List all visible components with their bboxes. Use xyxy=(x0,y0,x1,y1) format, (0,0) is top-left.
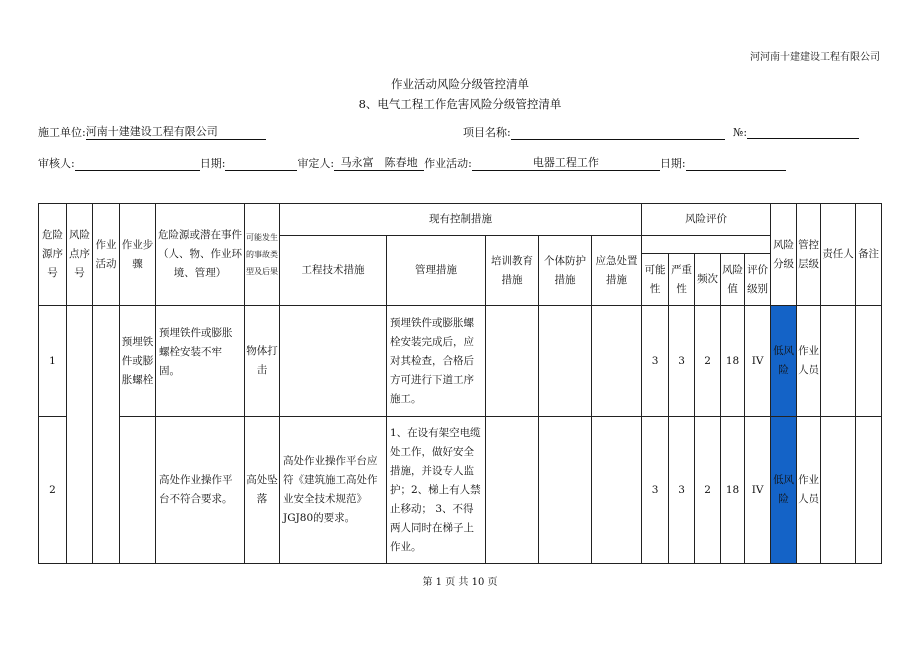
row1-level: IV xyxy=(745,306,771,417)
header-severity: 严重性 xyxy=(669,254,695,306)
row1-risk-value: 18 xyxy=(721,306,745,417)
row1-step: 预埋铁件或膨胀螺栓 xyxy=(120,306,156,417)
unit-value: 河南十建建设工程有限公司 xyxy=(86,125,266,140)
table-row xyxy=(39,306,882,417)
row2-training xyxy=(486,417,539,564)
project-value xyxy=(511,125,725,140)
document-title: 作业活动风险分级管控清单 xyxy=(391,77,529,91)
header-point-no: 风险点序号 xyxy=(67,204,93,306)
activity-label: 作业活动: xyxy=(424,157,472,170)
number-value xyxy=(747,124,859,139)
reviewer-row xyxy=(38,155,786,171)
table-row xyxy=(39,417,882,564)
company-header: 河河南十建建设工程有限公司 xyxy=(750,52,880,63)
row1-hazard: 预埋铁件或膨胀螺栓安装不牢固。 xyxy=(156,306,245,417)
row1-no: 1 xyxy=(39,306,67,417)
activity-value: 电器工程工作 xyxy=(472,156,660,171)
row2-tech: 高处作业操作平台应符《建筑施工高处作业安全技术规范》JGJ80的要求。 xyxy=(280,417,387,564)
row2-grade: 低风险 xyxy=(771,417,797,564)
row1-tech xyxy=(280,306,387,417)
row2-no: 2 xyxy=(39,417,67,564)
header-activity: 作业活动 xyxy=(93,204,120,306)
row1-grade: 低风险 xyxy=(771,306,797,417)
row2-ctrl: 作业人员 xyxy=(797,417,821,564)
row2-ppe xyxy=(539,417,592,564)
row1-accident: 物体打击 xyxy=(245,306,280,417)
row-activity xyxy=(93,306,120,564)
header-eval-level: 评价级别 xyxy=(745,254,771,306)
reviewer-label: 审核人: xyxy=(38,157,75,170)
header-remark: 备注 xyxy=(856,204,882,306)
unit-label: 施工单位: xyxy=(38,126,86,139)
header-step: 作业步骤 xyxy=(120,204,156,306)
header-accident: 可能发生的事故类型及后果 xyxy=(245,204,280,306)
header-likelihood: 可能性 xyxy=(642,254,669,306)
row2-emergency xyxy=(592,417,642,564)
row1-ppe xyxy=(539,306,592,417)
header-eval: 风险评价 xyxy=(642,204,771,236)
date2-value xyxy=(686,156,786,171)
row1-severity: 3 xyxy=(669,306,695,417)
row2-risk-value: 18 xyxy=(721,417,745,564)
header-hazard: 危险源或潜在事件（人、物、作业环境、管理） xyxy=(156,204,245,306)
row1-mgmt: 预埋铁件或膨胀螺栓安装完成后，应对其检查，合格后方可进行下道工序施工。 xyxy=(387,306,486,417)
header-mgmt: 管理措施 xyxy=(387,236,486,306)
header-controls: 现有控制措施 xyxy=(280,204,642,236)
unit-row xyxy=(38,124,266,140)
header-training: 培训教育措施 xyxy=(486,236,539,306)
project-label: 项目名称: xyxy=(463,126,511,139)
approver-label: 审定人: xyxy=(297,157,335,170)
header-owner: 责任人 xyxy=(821,204,856,306)
header-risk-grade: 风险分级 xyxy=(771,204,797,306)
row2-severity: 3 xyxy=(669,417,695,564)
header-ctrl-level: 管控层级 xyxy=(797,204,821,306)
risk-table xyxy=(38,203,882,564)
row1-ctrl: 作业人员 xyxy=(797,306,821,417)
approver-value: 马永富 陈春地 xyxy=(334,156,424,171)
header-frequency: 频次 xyxy=(695,254,721,306)
number-row xyxy=(733,124,859,139)
document-subtitle: 8、电气工程工作危害风险分级管控清单 xyxy=(358,97,562,111)
row2-accident: 高处坠落 xyxy=(245,417,280,564)
header-tech: 工程技术措施 xyxy=(280,236,387,306)
row2-mgmt: 1、在设有架空电缆处工作，做好安全措施，并设专人监护；2、梯上有人禁止移动； 3、不得两人同时在梯子上作业。 xyxy=(387,417,486,564)
date2-label: 日期: xyxy=(659,157,686,170)
row2-frequency: 2 xyxy=(695,417,721,564)
number-label: №: xyxy=(733,126,748,139)
row1-owner xyxy=(821,306,856,417)
row2-owner xyxy=(821,417,856,564)
row2-level: IV xyxy=(745,417,771,564)
row1-emergency xyxy=(592,306,642,417)
row1-remark xyxy=(856,306,882,417)
header-eval-spacer xyxy=(642,236,771,254)
header-emergency: 应急处置措施 xyxy=(592,236,642,306)
header-risk-value: 风险值 xyxy=(721,254,745,306)
row-point-no xyxy=(67,306,93,564)
row2-remark xyxy=(856,417,882,564)
row1-likelihood: 3 xyxy=(642,306,669,417)
header-source-no: 危险源序号 xyxy=(39,204,67,306)
reviewer-value xyxy=(75,156,200,171)
row2-hazard: 高处作业操作平台不符合要求。 xyxy=(156,417,245,564)
row1-frequency: 2 xyxy=(695,306,721,417)
project-row xyxy=(463,124,725,140)
date-label: 日期: xyxy=(199,157,226,170)
row2-likelihood: 3 xyxy=(642,417,669,564)
page-footer: 第 1 页 共 10 页 xyxy=(422,577,498,588)
row2-step xyxy=(120,417,156,564)
header-ppe: 个体防护措施 xyxy=(539,236,592,306)
date-value xyxy=(225,156,297,171)
row1-training xyxy=(486,306,539,417)
